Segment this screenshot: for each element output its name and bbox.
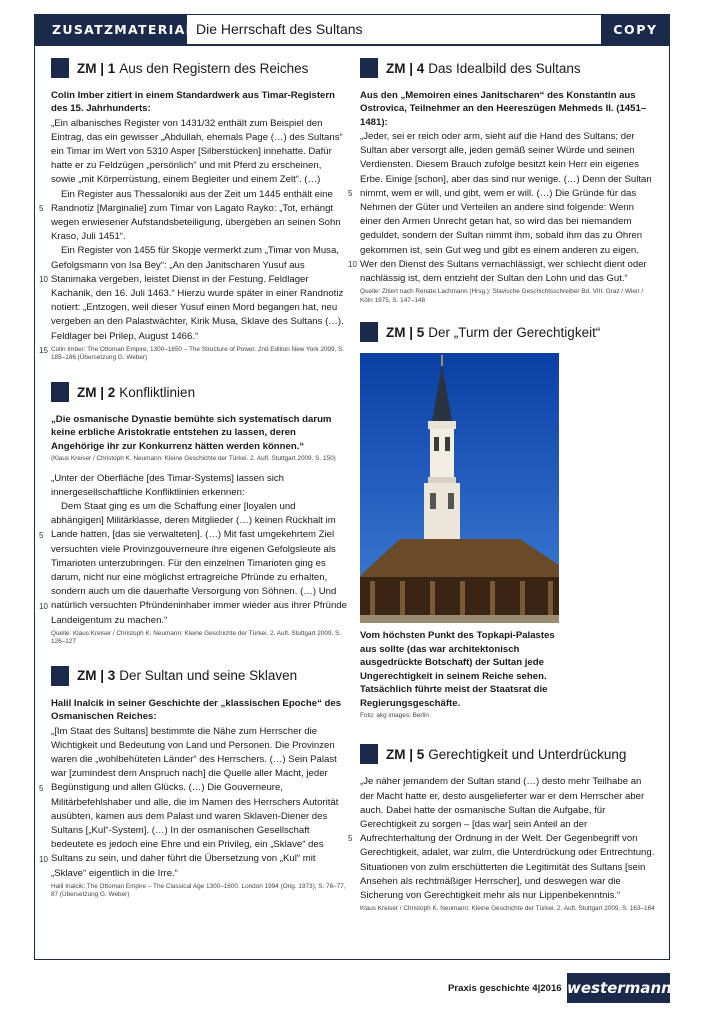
zm2-number: ZM | 2 (77, 384, 116, 400)
zm1-paragraph-2: Ein Register aus Thessaloniki aus der Zeit um 1445 enthält eine Randnotiz [Marginalie] zum Timar von Lagato Rayko: „Tot, erhängt wegen erwiesener Aufstandsbeteiligung, übergeben an seinen Sohn Kraso, Juli 1451“. (51, 188, 341, 243)
line-number: 10 (39, 601, 48, 611)
heading-square (360, 744, 378, 764)
publisher-logo: westermann (567, 973, 670, 1003)
line-number: 5 (348, 834, 353, 844)
line-number: 5 (39, 530, 44, 540)
zm4-body (348, 130, 656, 286)
heading-square (51, 666, 69, 686)
line-number: 5 (39, 203, 44, 213)
zm5b-title: Gerechtigkeit und Unterdrückung (428, 746, 627, 762)
zm4-section (348, 57, 656, 305)
zm3-title: Der Sultan und seine Sklaven (119, 668, 298, 684)
zm3-paragraph-1: „[Im Staat des Sultans] bestimmte die Nähe zum Herrscher die Wichtigkeit und Bedeutung von Land und Personen. Die Provinzen waren die „wohlbehüteten Länder“ des Herrschers. (…) Sein Palast war [zumindest dem Anspruch nach] die Quelle aller Macht, jeder Begünstigung und allen Glücks. (…) Die Gouverneure, Militärbefehlshaber und alle, die im Namen des Herrschers Autorität ausübten, kamen aus dem Palast und waren Sklaven-Diener des Sultans [„Kul“-System]. (…) In der osmanischen Gesellschaft bedeutete es jedoch eine Ehre und ein Privileg, ein „Sklave“ des Sultans zu sein, und daher führt die Übersetzung von „Kul“ mit „Sklave“ eigentlich in die Irre.“ (51, 725, 339, 879)
header-bar (34, 14, 670, 45)
zm4-source: Quelle: Zitiert nach Renate Lachmann (Hrsg.): Slavische Geschichtsschreiber Bd. VIII. Graz / Wien / Köln 1975, S. 147–148 (360, 288, 644, 304)
zm4-number: ZM | 4 (386, 60, 425, 76)
right-column (348, 57, 656, 926)
zm2-paragraph-2: Dem Staat ging es um die Schaffung einer [loyalen und abhängigen] Militärklasse, deren Mitglieder (…) keinen Rückhalt im Lande hatten, [das sie verwalteten]. (…) Mit fast umgekehrtem Ziel versuchten viele Provinzgouverneure ihre eigenen Gefolgsleute als Timarioten unterzubringen. Für den einzelnen Timarioten ging es darum, nicht nur eine möglichst ertragreiche Pfründe zu erhalten, sondern auch um die dauerhafte Versorgung von Söhnen. (…) Und natürlich versuchten Pfründeninhaber immer wieder aus ihrer Pfründe Landeigentum zu machen.“ (51, 500, 347, 626)
zm2-source: Quelle: Klaus Kreiser / Christoph K. Neumann: Kleine Geschichte der Türkei. 2. Aufl. Stuttgart 2009, S. 126–127 (51, 629, 342, 646)
zm2-body (39, 472, 347, 628)
line-number: 10 (39, 854, 48, 864)
heading-square (51, 382, 69, 402)
zm1-section (39, 57, 347, 363)
page-title: Die Herrschaft des Sultans (196, 21, 363, 37)
line-number: 10 (39, 274, 48, 284)
zm5a-section (360, 321, 656, 719)
line-number: 10 (348, 259, 357, 269)
zm2-paragraph-1: „Unter der Oberfläche [des Timar-Systems] lassen sich innergesellschaftliche Konfliktlinien erkennen: (51, 472, 284, 498)
zm5b-source: Klaus Kreiser / Christoph K. Neumann: Kleine Geschichte der Türkei. 2. Aufl. Stuttgart 2009, S. 163–164 (360, 905, 655, 913)
zm5b-body (348, 775, 656, 903)
zm5b-paragraph-1: „Je näher jemandem der Sultan stand (…) desto mehr Teilhabe an der Macht hatte er, desto ausgelieferter war er dem Herrscher aber auch. Dabei hatte der osmanische Sultan die Aufgabe, für Gerechtigkeit zu sorgen – [das war] sein Anteil an der Aufrechterhaltung der Ordnung in der Welt. Der Gegenbegriff von Gerechtigkeit, adalet, war zulm, die Unterdrückung oder Entrechtung. Situationen von zulm erschütterten die Legitimität des Sultans [sein Ansehen als rechtmäßiger Herrscher], und deswegen war die Sicherung von Gerechtigkeit mehr als nur Lippenbekenntnis.“ (360, 776, 655, 901)
zm1-heading (51, 57, 347, 79)
zm3-lead: Halil Inalcik in seiner Geschichte der „klassischen Epoche“ des Osmanischen Reiches: (51, 697, 342, 723)
zm3-section (39, 665, 347, 900)
zm3-heading (51, 665, 347, 687)
zm4-lead: Aus den „Memoiren eines Janitscharen“ des Konstantin aus Ostrovica, Teilnehmer an den Heereszügen Mehmeds II. (1451–1481): (360, 90, 647, 128)
zm5b-number: ZM | 5 (386, 746, 425, 762)
zm4-title: Das Idealbild des Sultans (428, 60, 581, 76)
tower-of-justice-photo (360, 353, 559, 623)
line-number: 15 (39, 345, 48, 355)
zm1-number: ZM | 1 (77, 60, 116, 76)
zm4-heading (360, 57, 656, 79)
zm1-title: Aus den Registern des Reiches (119, 60, 309, 76)
zm5b-heading (360, 743, 656, 765)
header-rule (34, 44, 670, 46)
copy-tag: COPY (601, 14, 670, 45)
heading-square (360, 322, 378, 342)
photo-credit: Foto: akg images, Berlin (360, 712, 429, 720)
zm2-lead: „Die osmanische Dynastie bemühte sich systematisch darum keine erbliche Aristokratie entstehen zu lassen, deren Angehörige ihr zur Konkurrenz hätten werden können.“ (51, 414, 332, 452)
zm3-source: Halil Inalcik: The Ottoman Empire – The Classical Age 1300–1600. London 1994 (Orig. 1973), S. 76–77, 87 (Übersetzung G. Weber) (51, 882, 346, 899)
zm2-section (39, 381, 347, 647)
zm3-number: ZM | 3 (77, 668, 116, 684)
zm2-heading (51, 381, 347, 403)
heading-square (51, 58, 69, 78)
zm1-paragraph-3: Ein Register von 1455 für Skopje vermerkt zum „Timar von Musa, Gefolgsmann von Isa Bey“: „An den Janitscharen Yusuf aus Stanimaka vergeben, leistet Dienst in der Festung. Feldlager Kachanik, den 16. Juli 1463.“ Hierzu wurde später in einer Randnotiz notiert: „Entzogen, weil dieser Yusuf einen Mord begangen hat, neu vergeben an den Palastwächter, Kirik Musa, Sklave des Sultans (…). Feldlager bei Prilep, August 1466.“ (51, 245, 344, 342)
zm5b-section (348, 743, 656, 913)
zm1-lead: Colin Imber zitiert in einem Standardwerk aus Timar-Registern des 15. Jahrhunderts: (51, 90, 335, 115)
heading-square (360, 58, 378, 78)
zm1-paragraph-1: „Ein albanisches Register von 1431/32 enthält zum Beispiel den Eintrag, das ein gewisser „Abdullah, ehemals Page (…) des Sultans“ ein Timar im Wert von 5310 Asper [Silberstücken] innehatte. Dafür hatte er zu Feldzügen „persönlich“ und mit Pferd zu erscheinen, sowie „mit Körperrüstung, einem Begleiter und einem Zelt“. (…) (51, 117, 343, 186)
zm5a-title: Der „Turm der Gerechtigkeit“ (428, 324, 601, 340)
section-tag: ZUSATZMATERIAL (34, 14, 187, 45)
left-column (39, 57, 347, 912)
zm2-lead-source: (Klaus Kreiser / Christoph K. Neumann: Kleine Geschichte der Türkei. 2. Aufl. Stuttgart 2009, S. 150) (51, 454, 336, 462)
zm5a-number: ZM | 5 (386, 324, 425, 340)
zm5a-heading (360, 321, 656, 343)
journal-issue: Praxis geschichte 4|2016 (448, 983, 562, 994)
zm1-source: Colin Imber: The Ottoman Empire, 1300–1650 – The Structure of Power. 2nd Edition New York 2009, S. 185–186 (Übersetzung G. Weber) (51, 345, 345, 362)
line-number: 5 (348, 188, 353, 198)
photo-caption: Vom höchsten Punkt des Topkapi-Palastes aus sollte (das war architektonisch ausgedrückte Botschaft) der Sultan jede Ungerechtigkeit in seinem Reiche sehen. Tatsächlich führte meist der Staatsrat die Regierungsgeschäfte. (360, 630, 555, 709)
line-number: 5 (39, 783, 44, 793)
zm2-title: Konfliktlinien (119, 384, 196, 400)
zm3-body (39, 725, 347, 881)
zm4-paragraph-1: „Jeder, sei er reich oder arm, sieht auf die Hand des Sultans; der Sultan aber versorgt alle, jeden gemäß seiner Würde und seinen Verdiensten. Diesem Brauch zufolge besitzt kein Herr ein eigenes Erbe. Einige [schon], aber das sind nur wenige. (…) Denn der Sultan nimmt, wem er will, und gibt, wem er will. (…) Die Gründe für das Nehmen der Güter und Verteilen an andere sind folgende: Wenn einer den Armen Unrecht getan hat, so wird das bei niemandem geduldet, sondern der Sultan nimmt ihm, sobald ihm das zu Ohren gekommen ist, sein Gut weg und gibt es einem anderen zu eigen. Wer den Dienst des Sultans vernachlässigt, wer schlecht dient oder nachlässig ist, dem entzieht der Sultan den Lohn und das Gut.“ (360, 130, 652, 284)
